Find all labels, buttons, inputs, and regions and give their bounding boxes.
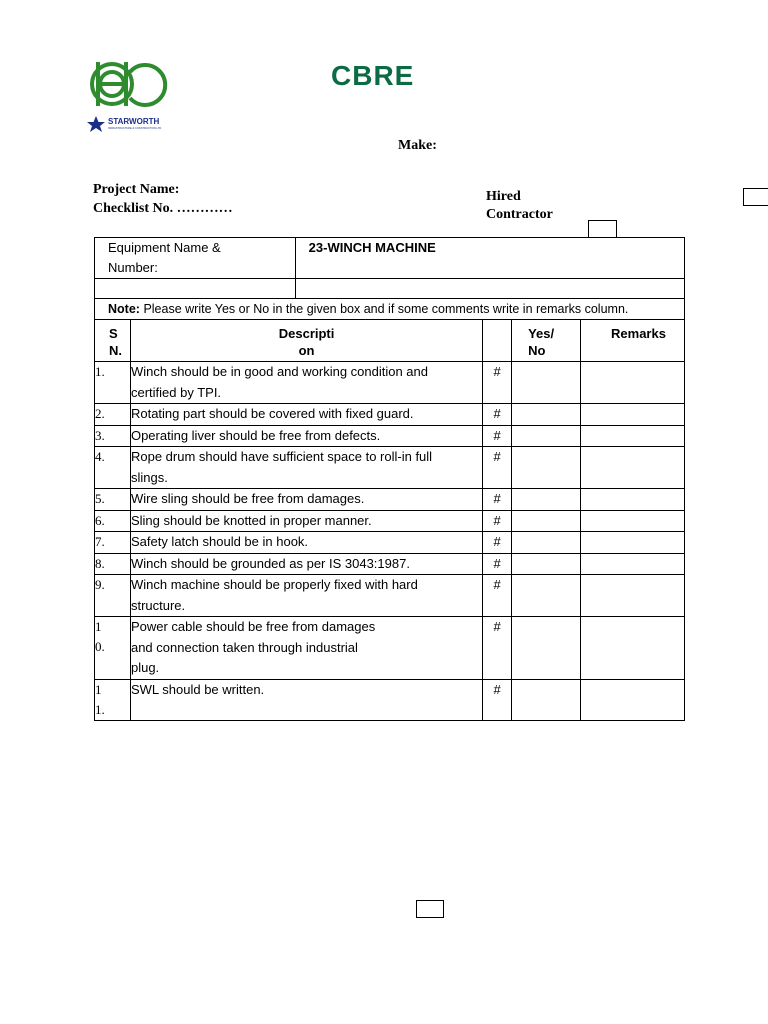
row-serial-number xyxy=(95,617,131,680)
row-remarks-cell[interactable] xyxy=(581,532,685,554)
partner-logo-subtext: INFRASTRUCTURE & CONSTRUCTION LTD xyxy=(108,127,162,130)
row-serial-number xyxy=(95,404,131,426)
table-row xyxy=(95,425,685,447)
row-remarks-cell[interactable] xyxy=(581,575,685,617)
row-mark: # xyxy=(483,489,512,511)
row-remarks-cell[interactable] xyxy=(581,447,685,489)
yes-no-header-line1: Yes/ xyxy=(528,326,555,341)
table-row xyxy=(95,575,685,617)
row-description-line: Safety latch should be in hook. xyxy=(130,534,309,549)
equipment-label-cell xyxy=(95,238,296,279)
row-description-line: Sling should be knotted in proper manner. xyxy=(130,512,372,528)
row-serial-number xyxy=(95,553,131,575)
checkbox-right[interactable] xyxy=(743,188,768,206)
yes-no-header xyxy=(512,320,581,362)
row-description xyxy=(130,362,482,404)
row-serial-number-line: 5. xyxy=(95,491,105,506)
row-yes-no-cell[interactable] xyxy=(512,679,581,720)
note-row xyxy=(95,299,685,320)
row-serial-number xyxy=(95,447,131,489)
row-mark: # xyxy=(483,532,512,554)
row-description xyxy=(130,510,482,532)
row-yes-no-cell[interactable] xyxy=(512,532,581,554)
table-row xyxy=(95,510,685,532)
row-yes-no-cell[interactable] xyxy=(512,510,581,532)
row-serial-number xyxy=(95,510,131,532)
row-mark: # xyxy=(483,362,512,404)
row-yes-no-cell[interactable] xyxy=(512,575,581,617)
row-mark: # xyxy=(483,617,512,680)
row-yes-no-cell[interactable] xyxy=(512,425,581,447)
equipment-row xyxy=(95,238,685,279)
row-description xyxy=(130,617,482,680)
row-mark: # xyxy=(483,425,512,447)
row-serial-number xyxy=(95,425,131,447)
table-row xyxy=(95,362,685,404)
row-serial-number-line: 4. xyxy=(95,449,105,464)
row-yes-no-cell[interactable] xyxy=(512,447,581,489)
hired-contractor xyxy=(486,188,553,224)
row-description-line: Winch machine should be properly fixed with hard xyxy=(130,577,418,592)
sn-header-line2: N. xyxy=(109,343,122,358)
remarks-header: Remarks xyxy=(581,320,685,362)
row-description-line: Wire sling should be free from damages. xyxy=(130,491,365,506)
blank-row xyxy=(95,279,685,299)
yes-no-header-line2: No xyxy=(528,343,546,358)
row-mark: # xyxy=(483,447,512,489)
row-yes-no-cell[interactable] xyxy=(512,362,581,404)
checklist-table xyxy=(94,237,685,721)
checklist-number-label: Checklist No. ………… xyxy=(93,201,233,216)
row-yes-no-cell[interactable] xyxy=(512,489,581,511)
project-name-label: Project Name: xyxy=(93,182,180,197)
equipment-label-line1: Equipment Name & xyxy=(108,240,221,255)
table-row xyxy=(95,447,685,489)
row-serial-number-line: 0. xyxy=(95,639,105,654)
row-serial-number-line: 3. xyxy=(95,427,105,443)
row-serial-number-line: 1. xyxy=(95,364,105,379)
note-text: Please write Yes or No in the given box and if some comments write in remarks column. xyxy=(143,302,629,316)
bottom-checkbox[interactable] xyxy=(416,900,444,918)
row-yes-no-cell[interactable] xyxy=(512,617,581,680)
row-serial-number xyxy=(95,362,131,404)
row-description-line: Winch should be grounded as per IS 3043:1987. xyxy=(130,555,410,571)
description-header-line1: Descripti xyxy=(278,326,335,341)
row-remarks-cell[interactable] xyxy=(581,425,685,447)
equipment-label-line2: Number: xyxy=(108,260,158,275)
row-description-line: Rope drum should have sufficient space to roll-in full xyxy=(130,449,433,464)
row-description xyxy=(130,532,482,554)
row-description-line: structure. xyxy=(130,597,186,613)
starworth-logo xyxy=(84,58,174,138)
row-remarks-cell[interactable] xyxy=(581,510,685,532)
hash-header xyxy=(483,320,512,362)
row-remarks-cell[interactable] xyxy=(581,489,685,511)
row-serial-number xyxy=(95,489,131,511)
row-serial-number-line: 8. xyxy=(95,555,105,571)
partner-logo-text: STARWORTH xyxy=(108,117,160,126)
row-serial-number xyxy=(95,532,131,554)
row-yes-no-cell[interactable] xyxy=(512,553,581,575)
row-mark: # xyxy=(483,510,512,532)
row-remarks-cell[interactable] xyxy=(581,553,685,575)
row-description-line: SWL should be written. xyxy=(130,681,265,697)
row-description xyxy=(130,553,482,575)
row-remarks-cell[interactable] xyxy=(581,404,685,426)
table-row xyxy=(95,404,685,426)
row-serial-number-line: 7. xyxy=(95,534,105,549)
row-serial-number-line: 1. xyxy=(95,701,105,717)
row-remarks-cell[interactable] xyxy=(581,362,685,404)
row-mark: # xyxy=(483,553,512,575)
sn-header xyxy=(95,320,131,362)
note-label: Note: xyxy=(108,302,140,316)
note-cell xyxy=(95,299,685,320)
header-row xyxy=(95,320,685,362)
checklist-rows xyxy=(95,362,685,721)
row-yes-no-cell[interactable] xyxy=(512,404,581,426)
row-description-line: Power cable should be free from damages xyxy=(130,619,376,634)
table-row xyxy=(95,553,685,575)
hired-label: Hired xyxy=(486,189,521,204)
description-header-line2: on xyxy=(298,343,315,358)
row-description xyxy=(130,679,482,720)
row-description-line: slings. xyxy=(130,469,168,485)
equipment-value: 23-WINCH MACHINE xyxy=(295,238,684,279)
table-row xyxy=(95,679,685,720)
row-description xyxy=(130,425,482,447)
row-description-line: Operating liver should be free from defects. xyxy=(130,427,381,443)
row-description-line: and connection taken through industrial xyxy=(130,639,358,655)
row-mark: # xyxy=(483,679,512,720)
row-description xyxy=(130,404,482,426)
cbre-logo: CBRE xyxy=(331,60,415,91)
row-serial-number xyxy=(95,575,131,617)
row-remarks-cell[interactable] xyxy=(581,617,685,680)
row-remarks-cell[interactable] xyxy=(581,679,685,720)
row-description-line: Rotating part should be covered with fixed guard. xyxy=(130,406,414,421)
table-row xyxy=(95,532,685,554)
blank-cell[interactable] xyxy=(295,279,684,299)
blank-cell[interactable] xyxy=(95,279,296,299)
row-description-line: Winch should be in good and working condition and xyxy=(130,364,429,379)
contractor-checkbox[interactable] xyxy=(588,220,617,238)
row-serial-number-line: 1 xyxy=(95,681,102,697)
row-description xyxy=(130,575,482,617)
description-header xyxy=(130,320,482,362)
row-description-line: certified by TPI. xyxy=(130,384,222,400)
project-info xyxy=(93,180,233,218)
row-serial-number-line: 9. xyxy=(95,577,105,592)
row-mark: # xyxy=(483,404,512,426)
contractor-label: Contractor xyxy=(486,207,553,222)
row-mark: # xyxy=(483,575,512,617)
row-serial-number-line: 1 xyxy=(95,619,102,634)
make-label: Make: xyxy=(398,138,437,153)
row-description xyxy=(130,489,482,511)
row-serial-number-line: 6. xyxy=(95,512,105,528)
table-row xyxy=(95,489,685,511)
row-serial-number xyxy=(95,679,131,720)
row-serial-number-line: 2. xyxy=(95,406,105,421)
row-description xyxy=(130,447,482,489)
row-description-line: plug. xyxy=(130,660,160,675)
table-row xyxy=(95,617,685,680)
sn-header-line1: S xyxy=(109,326,118,341)
